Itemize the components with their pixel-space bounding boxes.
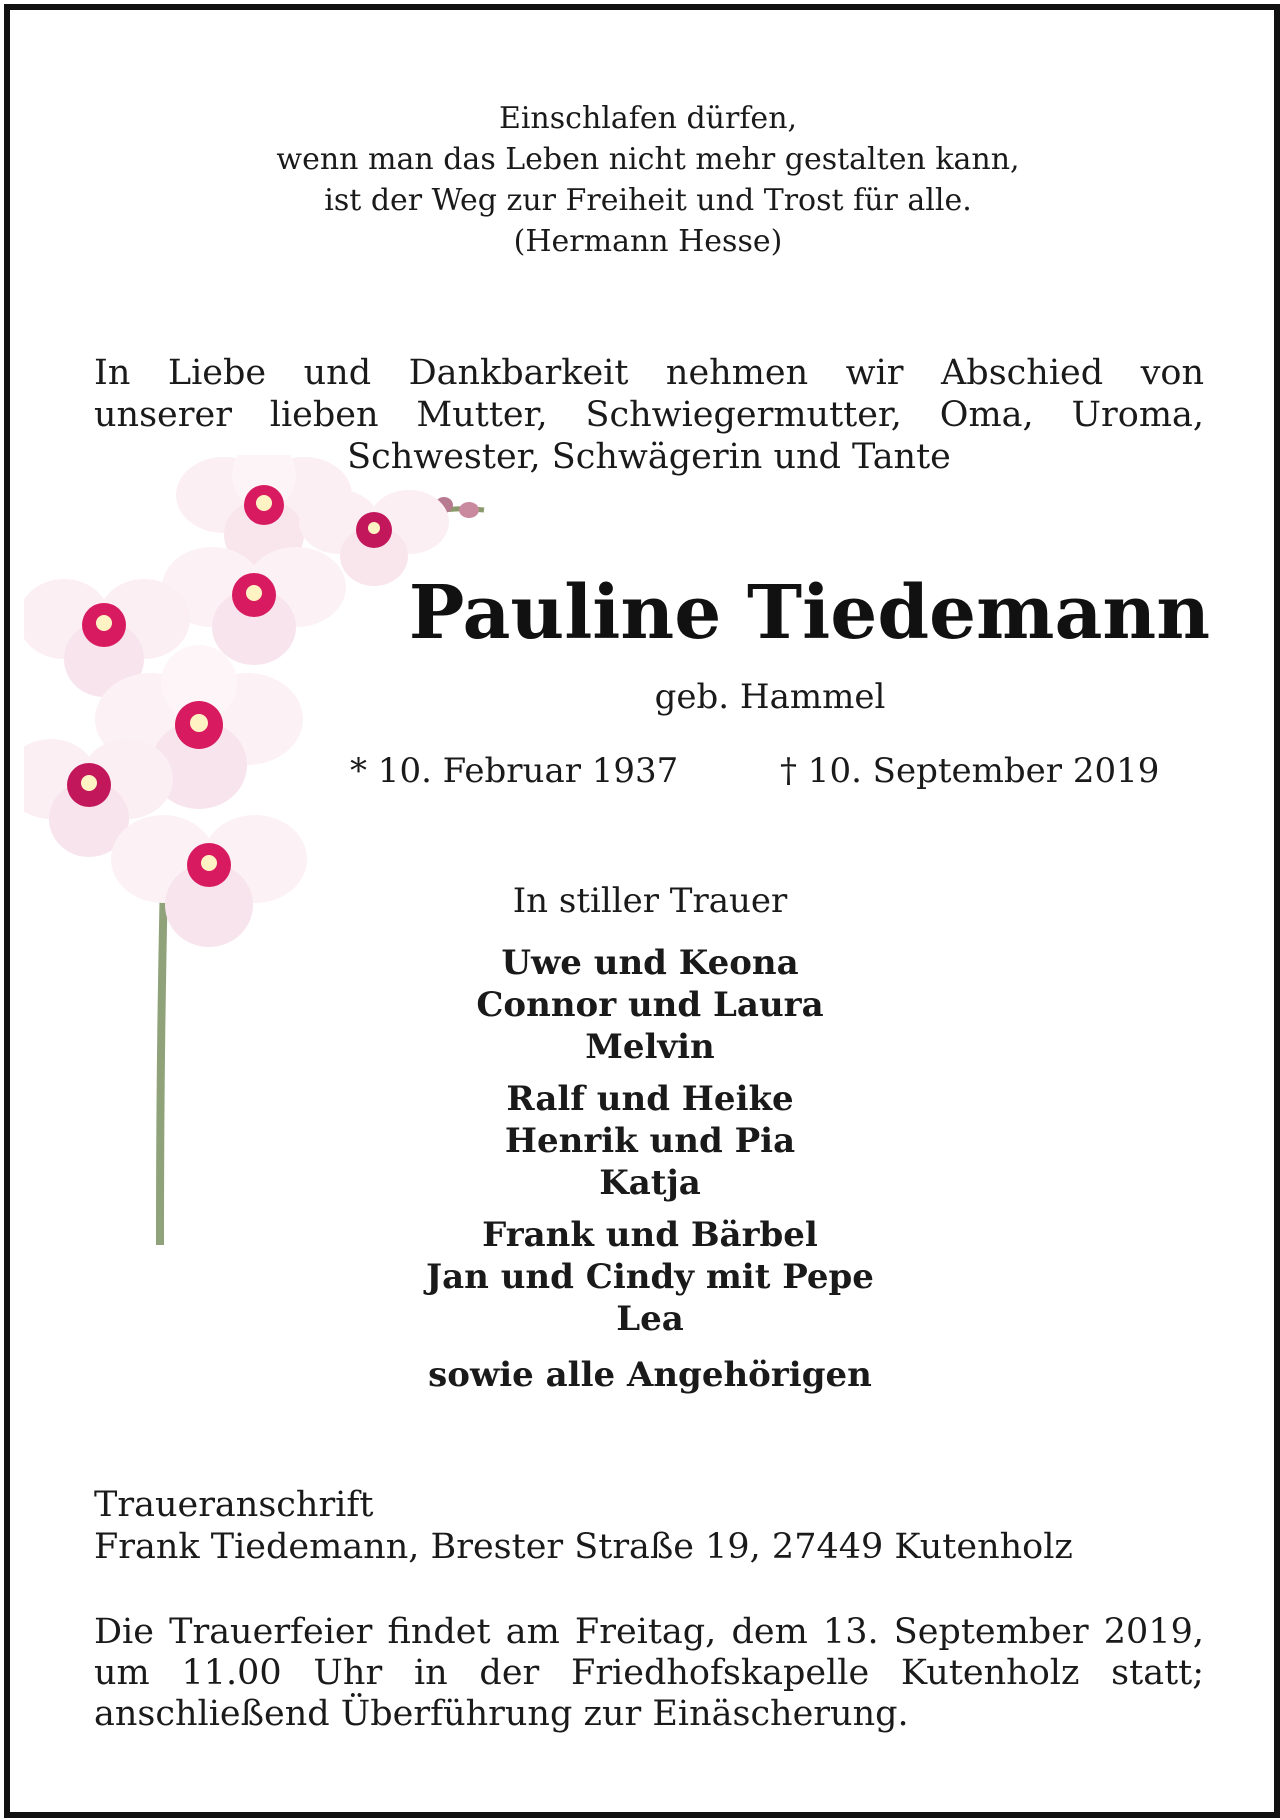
mourner-name: Melvin <box>585 1027 715 1067</box>
quote-line: Einschlafen dürfen, <box>498 101 798 136</box>
mourner-group <box>340 942 960 1068</box>
mourner-name: Uwe und Keona <box>501 943 799 983</box>
mourner-name: Lea <box>616 1299 684 1339</box>
mourner-name: Katja <box>599 1163 701 1203</box>
service-line: Die Trauerfeier findet am Freitag, dem 13. September 2019, <box>94 1612 1204 1652</box>
birth-date: * 10. Februar 1937 <box>350 751 679 791</box>
orchid-bud <box>459 502 479 518</box>
mourner-name: Connor und Laura <box>476 985 824 1025</box>
quote-author: (Hermann Hesse) <box>513 224 783 259</box>
obituary-notice <box>4 4 1280 1818</box>
intro-line: In Liebe und Dankbarkeit nehmen wir Abschied von <box>94 353 1204 393</box>
birth-name: geb. Hammel <box>654 677 886 717</box>
mourner-name: Jan und Cindy mit Pepe <box>426 1257 874 1297</box>
mourners-closing: sowie alle Angehörigen <box>428 1355 872 1395</box>
quote-line: ist der Weg zur Freiheit und Trost für alle. <box>324 183 972 218</box>
mourner-name: Frank und Bärbel <box>482 1215 818 1255</box>
address-line: Frank Tiedemann, Brester Straße 19, 27449 Kutenholz <box>94 1527 1073 1567</box>
quote-line: wenn man das Leben nicht mehr gestalten kann, <box>276 142 1020 177</box>
deceased-name: Pauline Tiedemann <box>408 570 1210 656</box>
mourners-list <box>340 942 960 1396</box>
service-line: um 11.00 Uhr in der Friedhofskapelle Kutenholz statt; <box>94 1653 1204 1693</box>
mourner-group <box>340 1078 960 1204</box>
death-date: † 10. September 2019 <box>780 751 1160 791</box>
address-label: Traueranschrift <box>94 1485 374 1525</box>
mourner-group <box>340 1214 960 1340</box>
mourner-name: Henrik und Pia <box>504 1121 796 1161</box>
intro-line: Schwester, Schwägerin und Tante <box>347 437 951 477</box>
service-line: anschließend Überführung zur Einäscherung. <box>94 1694 909 1734</box>
hesse-quote <box>10 98 1280 262</box>
mourning-address <box>94 1484 1073 1568</box>
orchid-stem <box>160 875 164 1245</box>
mourning-heading: In stiller Trauer <box>512 881 788 921</box>
funeral-service-info <box>94 1612 1204 1735</box>
intro-line: unserer lieben Mutter, Schwiegermutter, Oma, Uroma, <box>94 395 1204 435</box>
mourner-name: Ralf und Heike <box>506 1079 794 1119</box>
